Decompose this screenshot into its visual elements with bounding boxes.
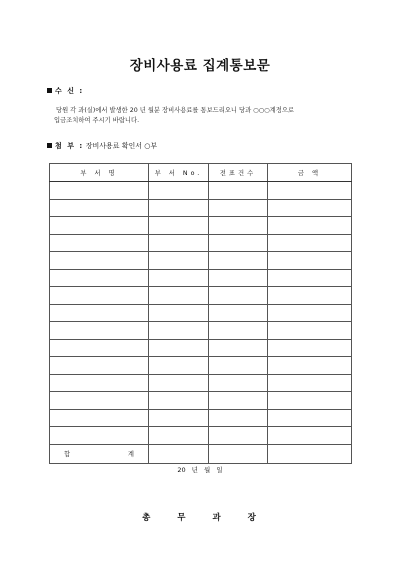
- total-label-right: 계: [127, 451, 134, 458]
- attachment-label: [47, 141, 157, 151]
- table-row: [50, 409, 352, 427]
- table-cell[interactable]: [149, 287, 209, 305]
- table-cell[interactable]: [268, 182, 352, 200]
- table-cell[interactable]: [149, 409, 209, 427]
- table-cell[interactable]: [209, 409, 268, 427]
- total-row: [50, 444, 352, 463]
- document-title: 장비사용료 집계통보문: [129, 58, 271, 74]
- table-cell[interactable]: [209, 427, 268, 445]
- table-cell[interactable]: [268, 287, 352, 305]
- table-row: [50, 199, 352, 217]
- table-row: [50, 392, 352, 410]
- table-cell[interactable]: [268, 357, 352, 375]
- table-cell[interactable]: [149, 374, 209, 392]
- table-cell[interactable]: [268, 217, 352, 235]
- table-cell[interactable]: [268, 339, 352, 357]
- table-cell[interactable]: [50, 287, 149, 305]
- table-cell[interactable]: [50, 234, 149, 252]
- table-cell[interactable]: [268, 392, 352, 410]
- header-slip-count: 전표건수: [209, 164, 268, 182]
- table-cell[interactable]: [268, 374, 352, 392]
- header-dept-name: 부 서 명: [50, 164, 149, 182]
- table-cell[interactable]: [209, 392, 268, 410]
- table-cell[interactable]: [209, 217, 268, 235]
- total-cell[interactable]: [268, 444, 352, 463]
- recipient-label-text: 수 신 :: [55, 87, 84, 95]
- table-row: [50, 322, 352, 340]
- table-cell[interactable]: [209, 357, 268, 375]
- table-row: [50, 234, 352, 252]
- table-cell[interactable]: [209, 234, 268, 252]
- table-row: [50, 339, 352, 357]
- body-paragraph: [56, 106, 356, 126]
- signer-title: 총 무 과 장: [142, 513, 268, 523]
- table-cell[interactable]: [50, 182, 149, 200]
- table-row: [50, 269, 352, 287]
- table-cell[interactable]: [209, 287, 268, 305]
- table-cell[interactable]: [209, 269, 268, 287]
- total-cell[interactable]: [209, 444, 268, 463]
- table-cell[interactable]: [149, 234, 209, 252]
- table-cell[interactable]: [50, 374, 149, 392]
- table-cell[interactable]: [50, 217, 149, 235]
- total-label-left: 합: [64, 451, 71, 458]
- table-cell[interactable]: [209, 374, 268, 392]
- bullet-square-icon: [47, 143, 52, 148]
- table-cell[interactable]: [209, 199, 268, 217]
- table-cell[interactable]: [268, 427, 352, 445]
- header-amount: 금 액: [268, 164, 352, 182]
- table-body: [50, 182, 352, 464]
- table-row: [50, 304, 352, 322]
- table-cell[interactable]: [209, 182, 268, 200]
- table-cell[interactable]: [268, 269, 352, 287]
- table-cell[interactable]: [50, 269, 149, 287]
- table-cell[interactable]: [50, 339, 149, 357]
- table-cell[interactable]: [50, 409, 149, 427]
- table-cell[interactable]: [149, 357, 209, 375]
- table-cell[interactable]: [50, 199, 149, 217]
- table-cell[interactable]: [149, 304, 209, 322]
- table-row: [50, 287, 352, 305]
- date-line: 20 년 월 일: [177, 466, 223, 474]
- table-header-row: [50, 164, 352, 182]
- bullet-square-icon: [47, 88, 52, 93]
- table-cell[interactable]: [268, 304, 352, 322]
- body-line-2: 입금조치하여 주시기 바랍니다.: [54, 117, 140, 124]
- header-dept-no: 부 서 No.: [149, 164, 209, 182]
- attachment-text: 장비사용료 확인서 ○부: [85, 142, 158, 150]
- table-cell[interactable]: [149, 427, 209, 445]
- table-cell[interactable]: [50, 322, 149, 340]
- table-row: [50, 182, 352, 200]
- table-cell[interactable]: [50, 252, 149, 270]
- table-row: [50, 357, 352, 375]
- table-row: [50, 217, 352, 235]
- table-cell[interactable]: [149, 392, 209, 410]
- table-cell[interactable]: [268, 234, 352, 252]
- table-cell[interactable]: [149, 252, 209, 270]
- table-cell[interactable]: [268, 322, 352, 340]
- table-cell[interactable]: [209, 322, 268, 340]
- table-row: [50, 374, 352, 392]
- table-cell[interactable]: [149, 322, 209, 340]
- attachment-label-text: 첨 부 :: [55, 142, 84, 150]
- table-cell[interactable]: [268, 409, 352, 427]
- total-cell[interactable]: [149, 444, 209, 463]
- table-cell[interactable]: [268, 252, 352, 270]
- recipient-label: [47, 86, 84, 96]
- table-cell[interactable]: [209, 252, 268, 270]
- table-cell[interactable]: [50, 357, 149, 375]
- table-cell[interactable]: [50, 304, 149, 322]
- table-cell[interactable]: [209, 339, 268, 357]
- body-line-1: 당원 각 과(실)에서 발생한 20 년 월분 장비사용료를 통보드리오니 당과 ○○○계정으로: [56, 107, 294, 114]
- table-cell[interactable]: [268, 199, 352, 217]
- table-cell[interactable]: [149, 199, 209, 217]
- total-label-cell: [50, 444, 149, 463]
- table-cell[interactable]: [149, 217, 209, 235]
- table-row: [50, 427, 352, 445]
- summary-table: [49, 163, 352, 464]
- table-cell[interactable]: [209, 304, 268, 322]
- table-cell[interactable]: [50, 392, 149, 410]
- table-cell[interactable]: [149, 269, 209, 287]
- table-cell[interactable]: [50, 427, 149, 445]
- table-cell[interactable]: [149, 182, 209, 200]
- table-cell[interactable]: [149, 339, 209, 357]
- table-row: [50, 252, 352, 270]
